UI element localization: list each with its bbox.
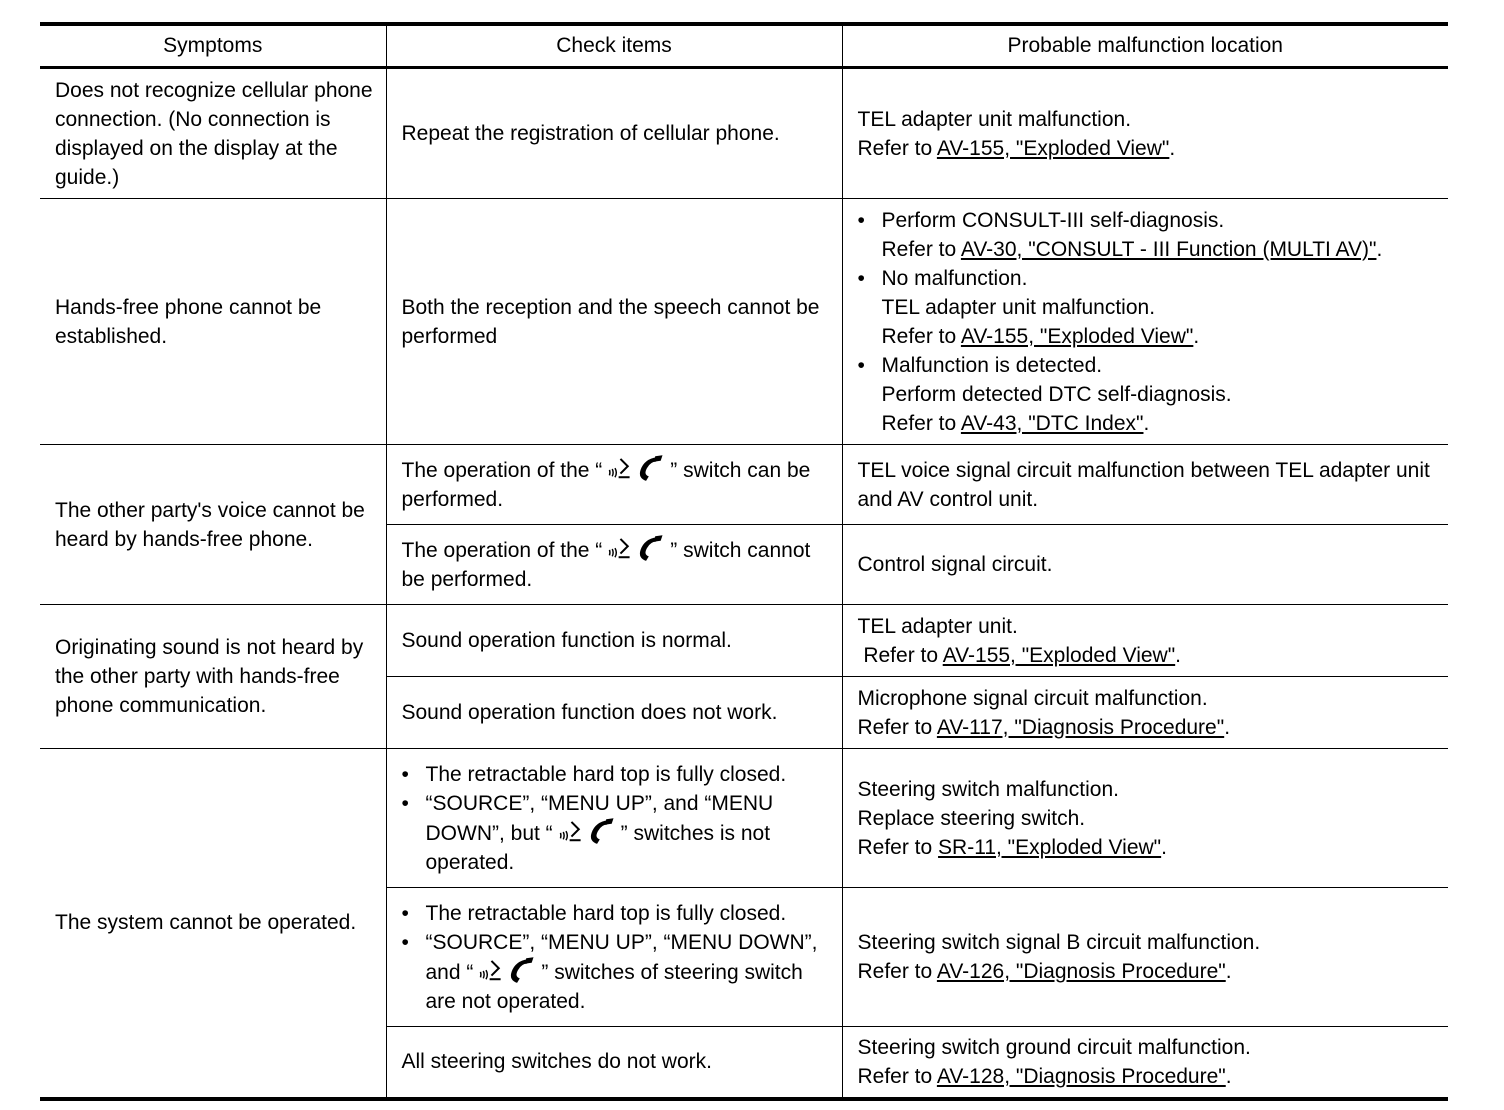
reference-prefix: Refer to [857,643,943,667]
reference-line [858,235,1441,264]
location-text: Microphone signal circuit malfunction. [857,686,1208,710]
header-symptoms: Symptoms [40,24,386,68]
header-row [40,24,1448,68]
location-cell [842,888,1448,1027]
reference-line [858,833,1441,862]
location-text: Replace steering switch. [857,806,1086,830]
bullet-text [426,789,834,877]
bullet-text: The retractable hard top is fully closed. [425,762,787,786]
reference-prefix: Refer to [881,324,961,348]
check-cell: All steering switches do not work. [386,1027,842,1099]
reference-prefix: Refer to [857,960,937,983]
reference-prefix: Refer to [857,835,939,859]
reference-line [858,1062,1441,1091]
symptom-cell: The system cannot be operated. [40,749,386,1099]
location-text: Steering switch ground circuit malfunction. [857,1035,1251,1059]
reference-end: . [1376,237,1383,261]
reference-line [858,322,1441,351]
bullet-mark: • [401,930,409,954]
reference-prefix: Refer to [857,1064,937,1088]
bullet-mark: • [857,266,865,290]
location-cell [842,605,1448,677]
bullet-text: The retractable hard top is fully closed. [425,901,787,925]
voice-phone-switch-icon [604,455,668,483]
location-text: TEL adapter unit malfunction. [857,107,1132,131]
bullet-item [402,899,834,928]
check-cell [386,749,842,888]
reference-link[interactable]: SR-11, "Exploded View" [938,835,1162,859]
table-row [40,68,1448,199]
reference-end: . [1224,715,1231,739]
check-text: ” switch cannot be performed. [401,539,811,591]
check-cell: Both the reception and the speech cannot be performed [386,199,842,445]
troubleshooting-table-wrapper [40,22,1448,1101]
check-text: The operation of the “ [401,459,603,482]
bullet-mark: • [401,762,409,786]
reference-line [858,957,1441,986]
troubleshooting-table [40,22,1448,1101]
bullet-item [402,928,834,1016]
check-text: “SOURCE”, “MENU UP”, and “MENU DOWN”, but “ [425,791,774,845]
bullet-text: No malfunction. [881,266,1028,290]
symptom-cell: Hands-free phone cannot be established. [40,199,386,445]
table-row [40,749,1448,888]
check-text: ” switch can be performed. [401,459,811,511]
reference-link[interactable]: AV-126, "Diagnosis Procedure" [936,960,1226,983]
reference-link[interactable]: AV-30, "CONSULT - III Function (MULTI AV)" [960,237,1377,261]
symptom-cell: Originating sound is not heard by the other party with hands-free phone communication. [40,605,386,749]
voice-phone-switch-icon [604,535,668,563]
location-cell [842,68,1448,199]
reference-line [858,409,1441,438]
location-cell: TEL voice signal circuit malfunction between TEL adapter unit and AV control unit. [842,445,1448,525]
location-text: Steering switch signal B circuit malfunction. [857,931,1261,954]
reference-end: . [1175,643,1182,667]
symptom-cell: Does not recognize cellular phone connection. (No connection is displayed on the display at the guide.) [40,68,386,199]
reference-prefix: Refer to [857,715,937,739]
bullet-item [858,351,1441,380]
location-cell [842,677,1448,749]
reference-end: . [1169,136,1176,160]
check-text: The operation of the “ [401,539,603,562]
reference-line [858,641,1441,670]
header-probable-location: Probable malfunction location [842,24,1448,68]
reference-link[interactable]: AV-155, "Exploded View" [960,324,1194,348]
table-row [40,605,1448,677]
voice-phone-switch-icon [475,957,539,985]
check-text: ” switches of steering switch are not operated. [425,960,803,1013]
reference-end: . [1225,960,1232,983]
bullet-item [858,264,1441,293]
bullet-mark: • [401,901,409,925]
reference-end: . [1161,835,1167,859]
bullet-mark: • [857,208,865,232]
bullet-item [402,760,834,789]
table-row [40,445,1448,525]
reference-link[interactable]: AV-155, "Exploded View" [936,136,1170,160]
check-text: ” switches is not operated. [425,821,771,874]
check-cell [386,445,842,525]
reference-link[interactable]: AV-155, "Exploded View" [942,643,1176,667]
reference-end: . [1225,1064,1232,1088]
check-cell [386,888,842,1027]
check-cell: Sound operation function is normal. [386,605,842,677]
bullet-mark: • [857,353,865,377]
location-cell [842,199,1448,445]
table-row [40,199,1448,445]
reference-line [858,713,1441,742]
reference-line [858,134,1441,163]
reference-prefix: Refer to [881,237,961,261]
check-cell: Sound operation function does not work. [386,677,842,749]
reference-link[interactable]: AV-128, "Diagnosis Procedure" [936,1064,1226,1088]
reference-link[interactable]: AV-43, "DTC Index" [960,411,1144,435]
reference-link[interactable]: AV-117, "Diagnosis Procedure" [936,715,1225,739]
bullet-item [858,206,1441,235]
bullet-mark: • [401,791,409,815]
location-text: TEL adapter unit malfunction. [881,295,1156,319]
location-cell [842,749,1448,888]
location-text: Perform detected DTC self-diagnosis. [881,382,1232,406]
location-text: Steering switch malfunction. [857,777,1119,801]
voice-phone-switch-icon [555,818,619,846]
check-cell [386,525,842,605]
check-text: “SOURCE”, “MENU UP”, “MENU DOWN”, and “ [425,930,818,984]
reference-prefix: Refer to [857,136,937,160]
location-text: TEL adapter unit. [857,614,1018,638]
bullet-text: Malfunction is detected. [881,353,1103,377]
reference-prefix: Refer to [881,411,961,435]
check-cell: Repeat the registration of cellular phone. [386,68,842,199]
location-cell: Control signal circuit. [842,525,1448,605]
bullet-item [402,789,834,877]
reference-end: . [1193,324,1200,348]
bullet-text [426,928,834,1016]
location-cell [842,1027,1448,1099]
bullet-text: Perform CONSULT-III self-diagnosis. [881,208,1225,232]
header-check-items: Check items [386,24,842,68]
symptom-cell: The other party's voice cannot be heard by hands-free phone. [40,445,386,605]
reference-end: . [1143,411,1150,435]
